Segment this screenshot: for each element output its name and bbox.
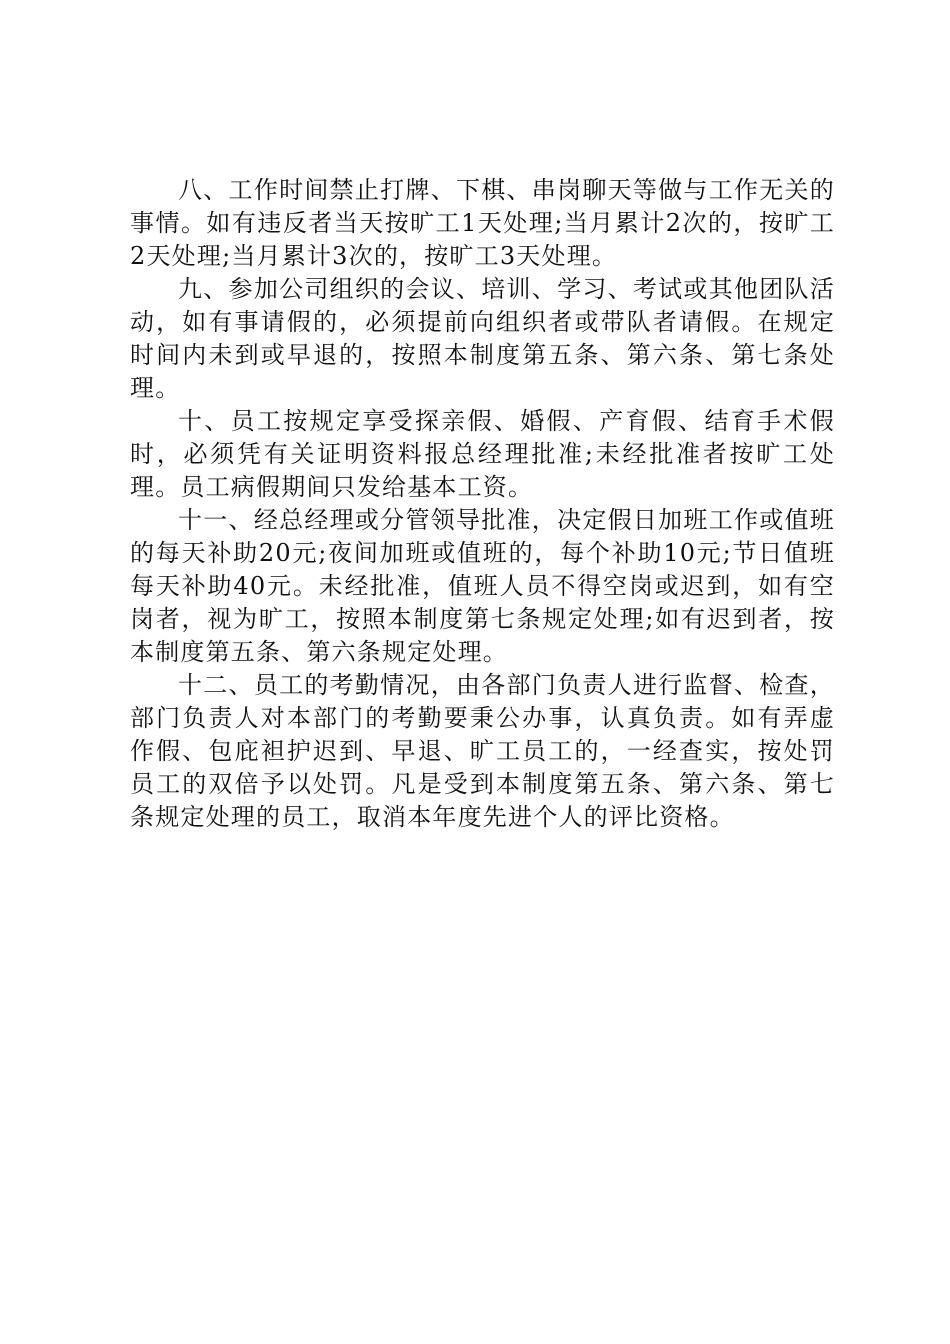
paragraph-article-8: 八、工作时间禁止打牌、下棋、串岗聊天等做与工作无关的事情。如有违反者当天按旷工1天处理;当月累计2次的，按旷工2天处理;当月累计3次的，按旷工3天处理。 <box>130 176 835 270</box>
document-body <box>130 174 835 834</box>
paragraph-article-11: 十一、经总经理或分管领导批准，决定假日加班工作或值班的每天补助20元;夜间加班或值班的，每个补助10元;节日值班每天补助40元。未经批准，值班人员不得空岗或迟到，如有空岗者，视为旷工，按照本制度第七条规定处理;如有迟到者，按本制度第五条、第六条规定处理。 <box>130 506 835 666</box>
paragraph-article-9: 九、参加公司组织的会议、培训、学习、考试或其他团队活动，如有事请假的，必须提前向组织者或带队者请假。在规定时间内未到或早退的，按照本制度第五条、第六条、第七条处理。 <box>130 275 835 402</box>
paragraph-article-12: 十二、员工的考勤情况，由各部门负责人进行监督、检查，部门负责人对本部门的考勤要秉公办事，认真负责。如有弄虚作假、包庇袒护迟到、早退、旷工员工的，一经查实，按处罚员工的双倍予以处罚。凡是受到本制度第五条、第六条、第七条规定处理的员工，取消本年度先进个人的评比资格。 <box>130 671 835 831</box>
paragraph-article-10: 十、员工按规定享受探亲假、婚假、产育假、结育手术假时，必须凭有关证明资料报总经理批准;未经批准者按旷工处理。员工病假期间只发给基本工资。 <box>130 407 835 501</box>
